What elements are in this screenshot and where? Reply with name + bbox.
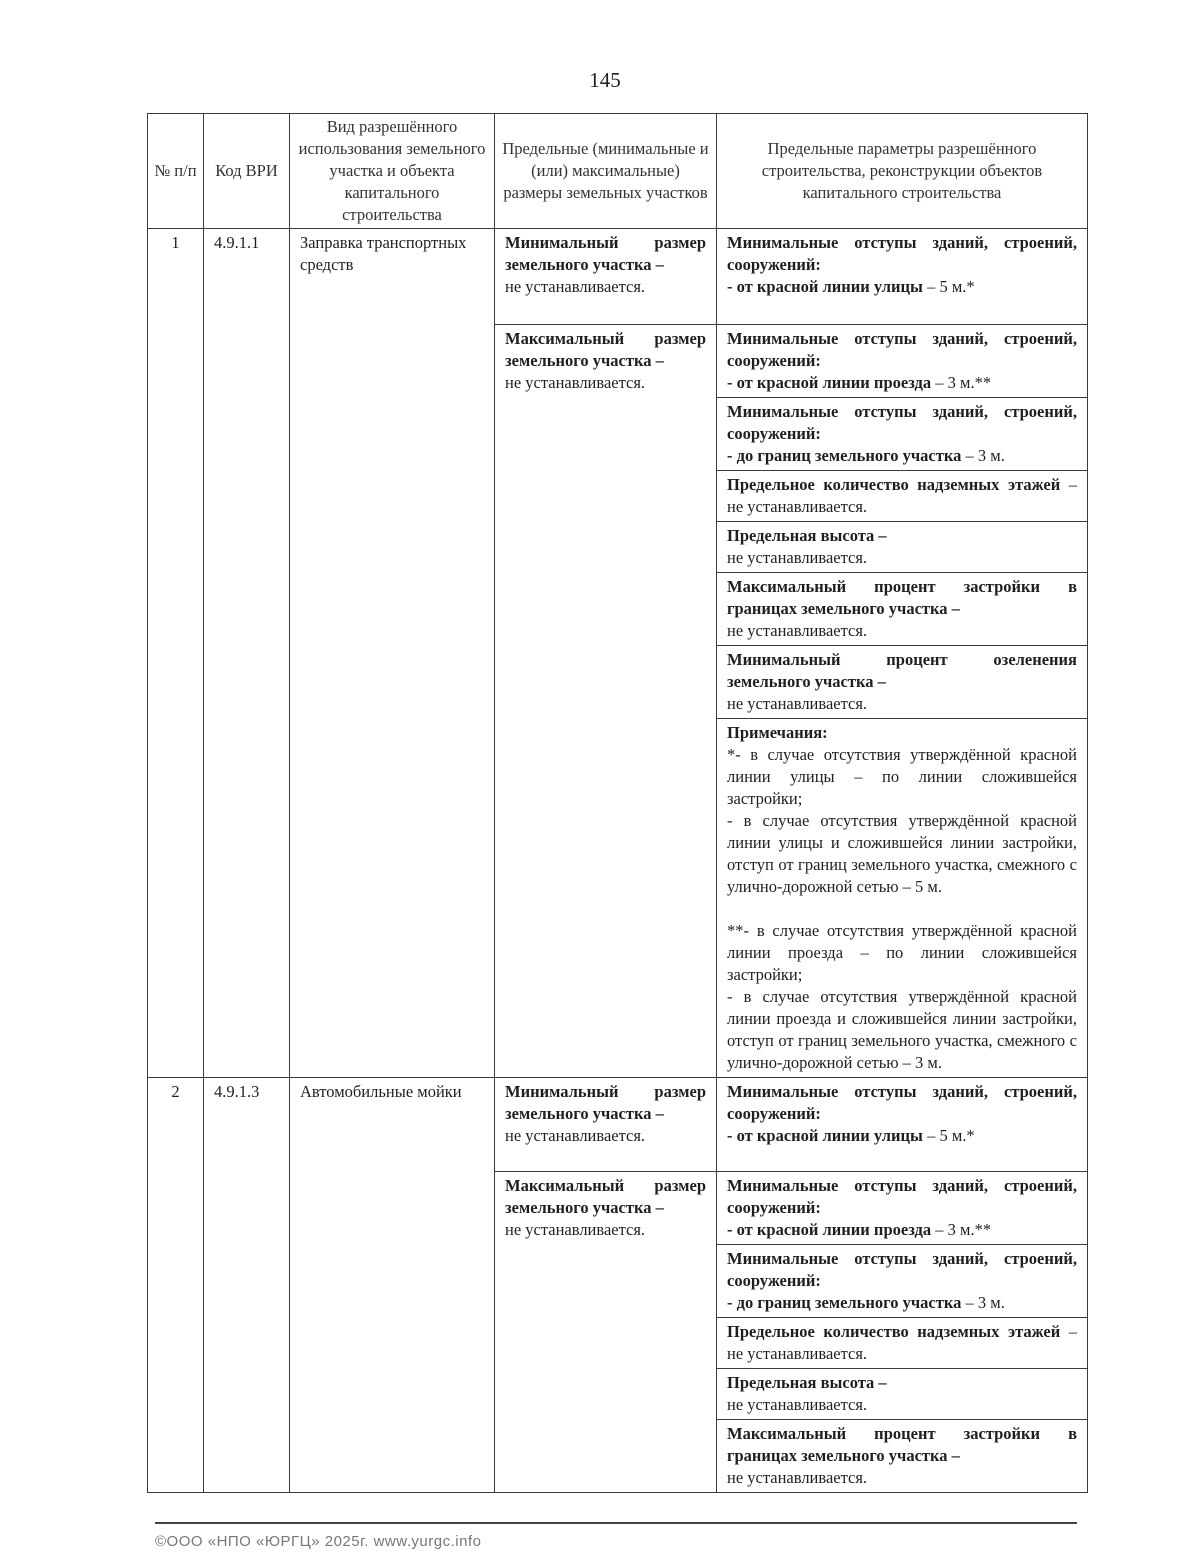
header-use: Вид разрешённого использования земельного участка и объекта капитального строительства [290, 114, 495, 229]
param-sub: - от красной линии улицы [727, 277, 923, 296]
header-sizes: Предельные (минимальные и (или) максимальные) размеры земельных участков [495, 114, 717, 229]
param-value: – 3 м. [961, 1293, 1005, 1312]
param-cell [717, 573, 1088, 646]
min-size-value: не устанавливается. [505, 1126, 646, 1145]
param-sub: - до границ земельного участка [727, 1293, 962, 1312]
page-number: 145 [589, 68, 621, 92]
min-size-label: Минимальный размер земельного участка – [505, 233, 706, 274]
header-num: № п/п [148, 114, 204, 229]
param-cell [717, 1172, 1088, 1245]
param-label: Предельное количество надземных этажей [727, 1322, 1061, 1341]
notes-cell [717, 719, 1088, 1078]
footer-divider [155, 1522, 1077, 1524]
zoning-table [147, 113, 1088, 1493]
param-value: – не устанавливается. [727, 1322, 1077, 1363]
param-value: – 5 м.* [922, 1126, 975, 1145]
row-use: Заправка транспортных средств [290, 229, 495, 1078]
max-size-label: Максимальный размер земельного участка – [505, 1176, 706, 1217]
param-sub: - от красной линии улицы [727, 1126, 923, 1145]
param-sub: - до границ земельного участка [727, 446, 962, 465]
param-sub: - от красной линии проезда [727, 373, 932, 392]
param-value: – не устанавливается. [727, 475, 1077, 516]
param-value: не устанавливается. [727, 548, 868, 567]
notes-title: Примечания: [727, 723, 828, 742]
param-label: Максимальный процент застройки в границах земельного участка – [727, 1424, 1077, 1465]
footer-text: ©ООО «НПО «ЮРГЦ» 2025г. www.yurgc.info [155, 1533, 482, 1550]
param-label: Минимальные отступы зданий, строений, сооружений: [727, 1249, 1077, 1290]
param-label: Предельная высота – [727, 1373, 887, 1392]
max-size-value: не устанавливается. [505, 1220, 646, 1239]
param-value: – 5 м.* [922, 277, 975, 296]
table-header-row [148, 114, 1088, 229]
header-params: Предельные параметры разрешённого строительства, реконструкции объектов капитального строительства [717, 114, 1088, 229]
param-label: Предельная высота – [727, 526, 887, 545]
max-size-cell [495, 325, 717, 1078]
param-value: не устанавливается. [727, 621, 868, 640]
param-cell [717, 522, 1088, 573]
note-paragraph: *- в случае отсутствия утверждённой красной линии улицы – по линии сложившейся застройки; [727, 745, 1077, 808]
param-label: Минимальные отступы зданий, строений, сооружений: [727, 233, 1077, 274]
param-cell [717, 646, 1088, 719]
note-paragraph: **- в случае отсутствия утверждённой красной линии проезда – по линии сложившейся застройки; [727, 921, 1077, 984]
header-code: Код ВРИ [204, 114, 290, 229]
param-cell [717, 471, 1088, 522]
min-size-label: Минимальный размер земельного участка – [505, 1082, 706, 1123]
param-cell [717, 229, 1088, 325]
param-label: Предельное количество надземных этажей [727, 475, 1061, 494]
note-paragraph: - в случае отсутствия утверждённой красной линии проезда и сложившейся линии застройки, отступ от границ земельного участка, смежного с улично-дорожной сетью – 3 м. [727, 987, 1077, 1072]
min-size-value: не устанавливается. [505, 277, 646, 296]
param-label: Минимальные отступы зданий, строений, сооружений: [727, 329, 1077, 370]
param-value: – 3 м.** [931, 373, 992, 392]
param-value: – 3 м.** [931, 1220, 992, 1239]
param-cell [717, 1245, 1088, 1318]
param-label: Минимальный процент озеленения земельного участка – [727, 650, 1077, 691]
row-num: 1 [148, 229, 204, 1078]
row-code: 4.9.1.3 [204, 1078, 290, 1493]
param-label: Минимальные отступы зданий, строений, сооружений: [727, 402, 1077, 443]
param-value: не устанавливается. [727, 694, 868, 713]
param-cell [717, 1078, 1088, 1172]
table-row [148, 1078, 1088, 1172]
table-row [148, 229, 1088, 325]
min-size-cell [495, 1078, 717, 1172]
max-size-label: Максимальный размер земельного участка – [505, 329, 706, 370]
param-label: Минимальные отступы зданий, строений, сооружений: [727, 1176, 1077, 1217]
param-cell [717, 325, 1088, 398]
max-size-value: не устанавливается. [505, 373, 646, 392]
param-cell [717, 1318, 1088, 1369]
row-num: 2 [148, 1078, 204, 1493]
param-value: не устанавливается. [727, 1395, 868, 1414]
row-code: 4.9.1.1 [204, 229, 290, 1078]
param-label: Максимальный процент застройки в границах земельного участка – [727, 577, 1077, 618]
param-sub: - от красной линии проезда [727, 1220, 932, 1239]
param-cell [717, 1420, 1088, 1493]
param-value: не устанавливается. [727, 1468, 868, 1487]
param-cell [717, 398, 1088, 471]
max-size-cell [495, 1172, 717, 1493]
note-paragraph: - в случае отсутствия утверждённой красной линии улицы и сложившейся линии застройки, отступ от границ земельного участка, смежного с улично-дорожной сетью – 5 м. [727, 811, 1077, 896]
param-value: – 3 м. [961, 446, 1005, 465]
row-use: Автомобильные мойки [290, 1078, 495, 1493]
min-size-cell [495, 229, 717, 325]
param-label: Минимальные отступы зданий, строений, сооружений: [727, 1082, 1077, 1123]
param-cell [717, 1369, 1088, 1420]
